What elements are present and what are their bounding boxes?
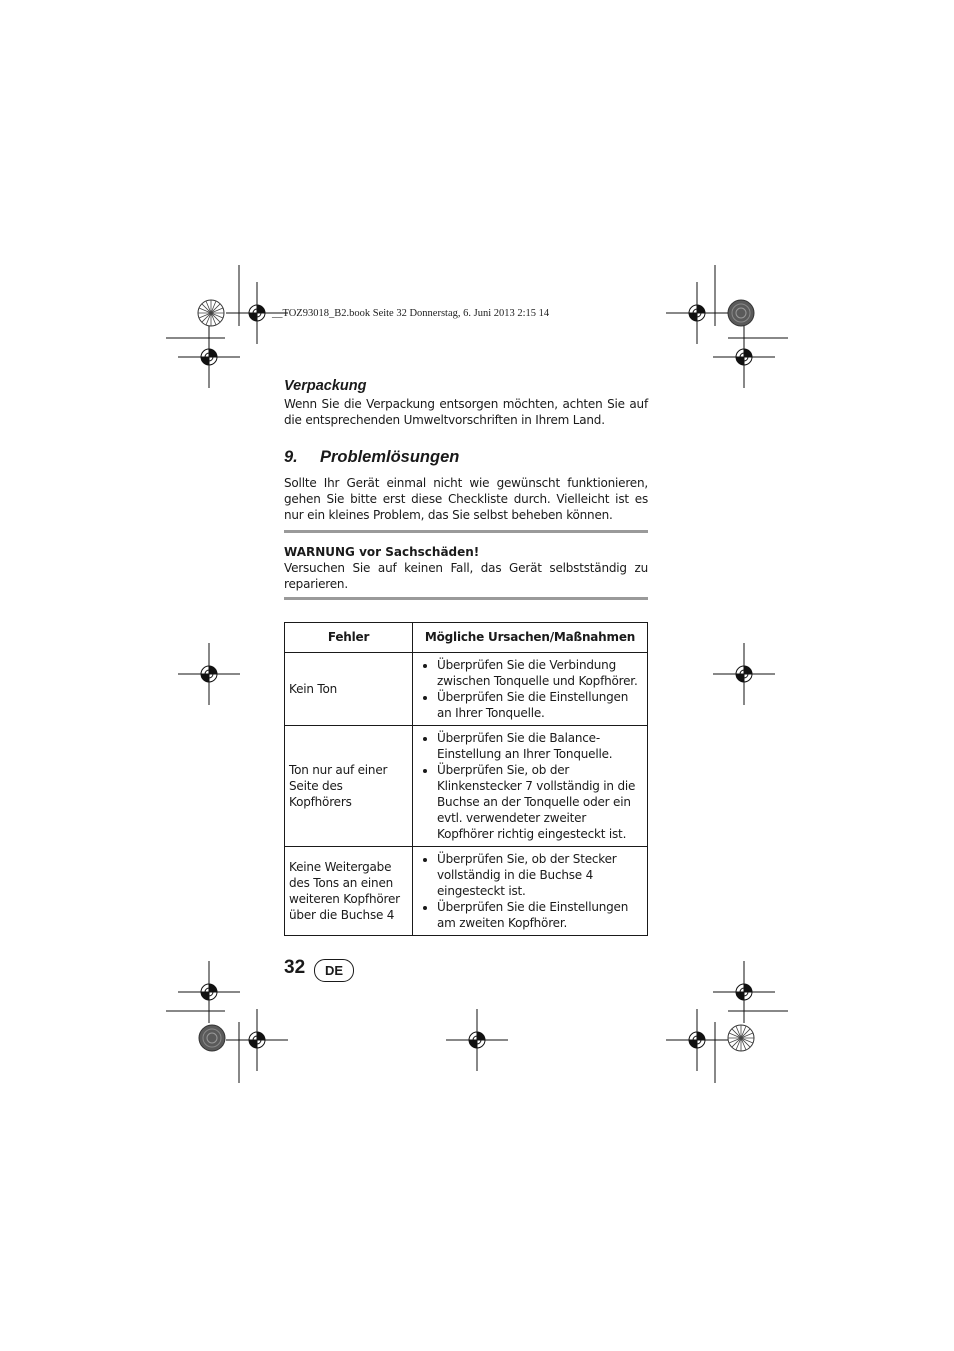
column-header-causes: Mögliche Ursachen/Maßnahmen	[413, 623, 648, 653]
fault-cell: Keine Weitergabe des Tons an einen weiteren Kopfhörer über die Buchse 4	[285, 847, 413, 936]
page-number: 32	[284, 957, 306, 978]
table-header-row	[285, 623, 648, 653]
warning-title: WARNUNG vor Sachschäden!	[284, 545, 480, 559]
print-header: __TOZ93018_B2.book Seite 32 Donnerstag, 6. Juni 2013 2:15 14	[272, 308, 550, 319]
troubleshooting-table	[284, 622, 648, 936]
section-intro: Sollte Ihr Gerät einmal nicht wie gewünscht funktionieren, gehen Sie bitte erst diese Checkliste durch. Vielleicht ist es nur ein kleines Problem, das Sie selbst beheben können.	[284, 476, 648, 522]
cause-item: • Überprüfen Sie, ob der Klinkenstecker 7 vollständig in die Buchse an der Tonquelle oder ein evtl. verwendeter zweiter Kopfhörer richtig eingesteckt ist.	[437, 762, 643, 842]
section-title: Problemlösungen	[320, 448, 460, 466]
section-number: 9.	[284, 448, 298, 466]
cause-item: • Überprüfen Sie die Verbindung zwischen Tonquelle und Kopfhörer.	[437, 657, 643, 689]
table-row	[285, 726, 648, 847]
column-header-fault: Fehler	[285, 623, 413, 653]
table-row	[285, 847, 648, 936]
causes-cell	[413, 847, 648, 936]
warning-text: Versuchen Sie auf keinen Fall, das Gerät selbstständig zu reparieren.	[284, 561, 648, 591]
packaging-text: Wenn Sie die Verpackung entsorgen möchten, achten Sie auf die entsprechenden Umweltvorschriften in Ihrem Land.	[284, 397, 648, 427]
page-content	[284, 378, 648, 936]
language-badge: DE	[314, 959, 354, 982]
causes-cell	[413, 653, 648, 726]
fault-cell: Ton nur auf einer Seite des Kopfhörers	[285, 726, 413, 847]
cause-item: • Überprüfen Sie, ob der Stecker vollständig in die Buchse 4 eingesteckt ist.	[437, 851, 643, 899]
table-row	[285, 653, 648, 726]
fault-cell: Kein Ton	[285, 653, 413, 726]
cause-item: • Überprüfen Sie die Einstellungen an Ihrer Tonquelle.	[437, 689, 643, 721]
cause-item: • Überprüfen Sie die Einstellungen am zweiten Kopfhörer.	[437, 899, 643, 931]
causes-cell	[413, 726, 648, 847]
packaging-heading: Verpackung	[284, 378, 367, 394]
cause-item: • Überprüfen Sie die Balance-Einstellung an Ihrer Tonquelle.	[437, 730, 643, 762]
section-heading	[284, 448, 648, 467]
warning-box	[284, 530, 648, 600]
